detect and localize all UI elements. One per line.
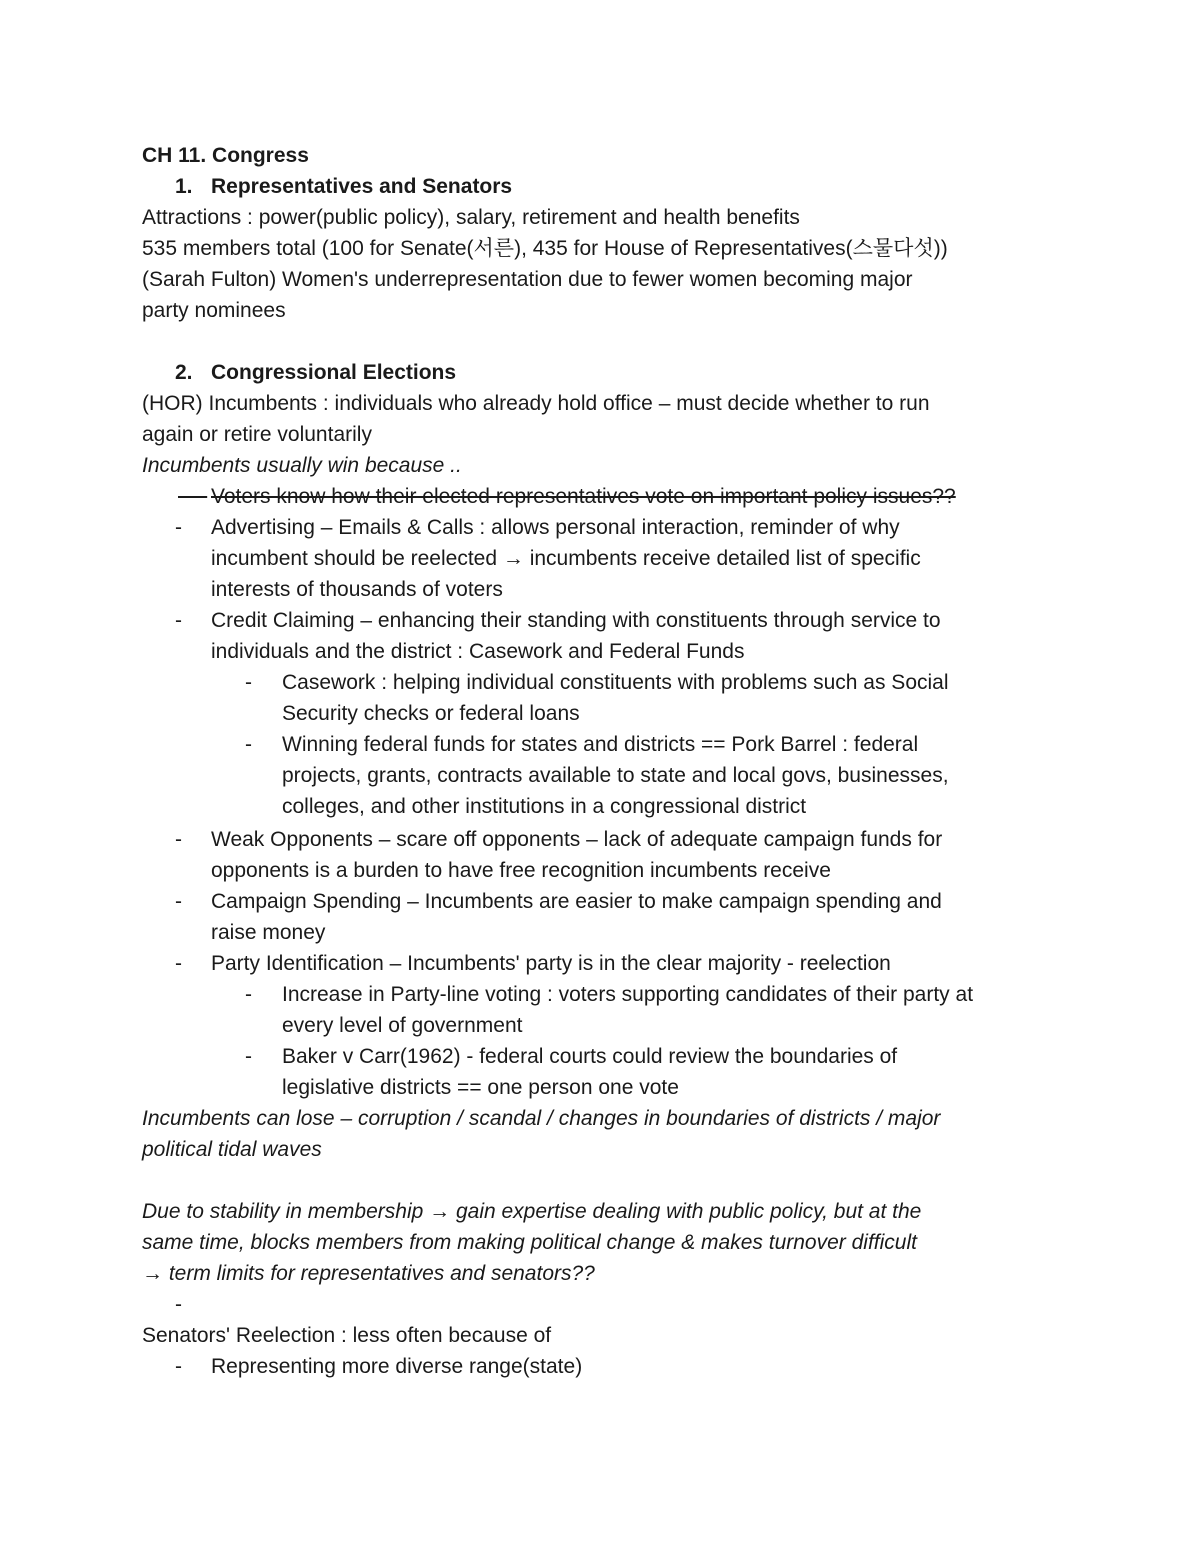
diverse-line: Representing more diverse range(state) (211, 1355, 583, 1378)
bullet-dash: - (175, 609, 182, 632)
members-text: 535 members total (100 for Senate(서른), 435 for House of Representatives(스물다섯)) (142, 237, 948, 260)
sub-bullet-dash: - (245, 983, 252, 1006)
bullet-dash: - (175, 952, 182, 975)
spending-line-1: Campaign Spending – Incumbents are easier to make campaign spending and (211, 890, 942, 913)
senators-reelection: Senators' Reelection : less often because of (142, 1324, 552, 1347)
women-text-line-2: party nominees (142, 299, 286, 322)
struck-bullet-text: Voters know how their elected representatives vote on important policy issues?? (211, 485, 956, 508)
can-lose-line-2: political tidal waves (142, 1138, 322, 1161)
pork-line-3: colleges, and other institutions in a congressional district (282, 795, 807, 818)
section-2-title: Congressional Elections (211, 361, 457, 384)
page-title: CH 11. Congress (142, 144, 309, 167)
can-lose-line-1: Incumbents can lose – corruption / scandal / changes in boundaries of districts / major (142, 1107, 941, 1130)
hor-text-line-2: again or retire voluntarily (142, 423, 372, 446)
advertising-line-2: incumbent should be reelected → incumbents receive detailed list of specific (211, 547, 921, 570)
partyline-line-1: Increase in Party-line voting : voters supporting candidates of their party at (282, 983, 974, 1006)
bullet-dash-struck (178, 485, 211, 509)
sub-bullet-dash: - (245, 1045, 252, 1068)
section-2-number: 2. (175, 361, 193, 384)
incumbents-usually-win: Incumbents usually win because .. (142, 454, 462, 477)
advertising-line-1: Advertising – Emails & Calls : allows personal interaction, reminder of why (211, 516, 900, 539)
section-1-number: 1. (175, 175, 193, 198)
attractions-text: Attractions : power(public policy), salary, retirement and health benefits (142, 206, 800, 229)
partyline-line-2: every level of government (282, 1014, 523, 1037)
credit-line-2: individuals and the district : Casework and Federal Funds (211, 640, 745, 663)
casework-line-2: Security checks or federal loans (282, 702, 580, 725)
weak-line-2: opponents is a burden to have free recognition incumbents receive (211, 859, 831, 882)
pork-line-1: Winning federal funds for states and districts == Pork Barrel : federal (282, 733, 919, 756)
section-1-title: Representatives and Senators (211, 175, 513, 198)
stability-line-3: → term limits for representatives and senators?? (142, 1262, 595, 1285)
empty-bullet-dash: - (175, 1293, 182, 1316)
advertising-line-3: interests of thousands of voters (211, 578, 503, 601)
pork-line-2: projects, grants, contracts available to state and local govs, businesses, (282, 764, 949, 787)
credit-line-1: Credit Claiming – enhancing their standing with constituents through service to (211, 609, 941, 632)
hor-text-line-1: (HOR) Incumbents : individuals who already hold office – must decide whether to run (142, 392, 930, 415)
stability-line-1: Due to stability in membership → gain expertise dealing with public policy, but at the (142, 1200, 922, 1223)
women-text-line-1: (Sarah Fulton) Women's underrepresentation due to fewer women becoming major (142, 268, 913, 291)
stability-line-2: same time, blocks members from making political change & makes turnover difficult (142, 1231, 917, 1254)
bullet-dash: - (175, 1355, 182, 1378)
casework-line-1: Casework : helping individual constituents with problems such as Social (282, 671, 949, 694)
baker-line-1: Baker v Carr(1962) - federal courts could review the boundaries of (282, 1045, 898, 1068)
bullet-dash: - (175, 516, 182, 539)
sub-bullet-dash: - (245, 671, 252, 694)
baker-line-2: legislative districts == one person one vote (282, 1076, 679, 1099)
bullet-dash: - (175, 828, 182, 851)
weak-line-1: Weak Opponents – scare off opponents – lack of adequate campaign funds for (211, 828, 943, 851)
bullet-dash: - (175, 890, 182, 913)
party-line: Party Identification – Incumbents' party is in the clear majority - reelection (211, 952, 891, 975)
spending-line-2: raise money (211, 921, 326, 944)
sub-bullet-dash: - (245, 733, 252, 756)
